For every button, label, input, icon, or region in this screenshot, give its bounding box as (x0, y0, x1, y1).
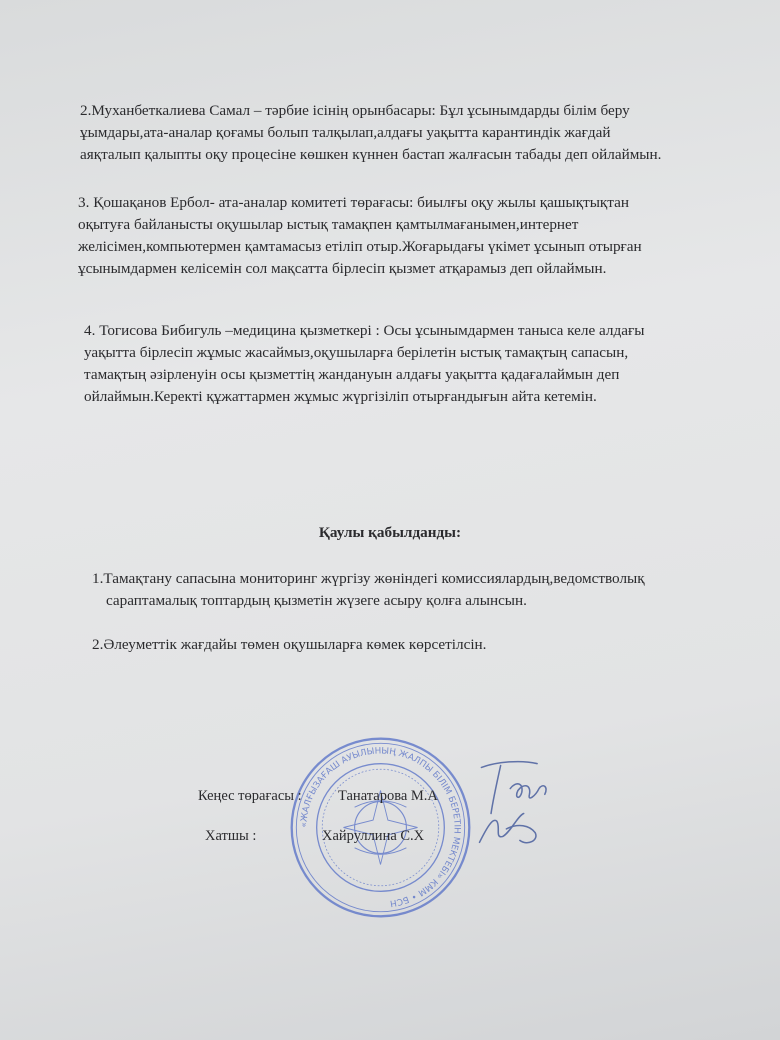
text-line: ұымдары,ата-аналар қоғамы болып талқылап,алдағы уақытта карантиндік жағдай (80, 124, 611, 141)
text-line: ұсынымдармен келісемін сол мақсатта бірлесіп қызмет атқарамыз деп ойлаймын. (78, 260, 607, 277)
text-line: уақытта бірлесіп жұмыс жасаймыз,оқушыларға берілетін ыстық тамақтың сапасын, (84, 344, 629, 361)
paragraph-parent-committee (78, 192, 642, 280)
text-line: желісімен,компьютермен қамтамасыз етіліп отыр.Жоғарыдағы үкімет ұсынып отырған (78, 238, 642, 255)
text-line: 2.Әлеуметтік жағдайы төмен оқушыларға көмек көрсетілсін. (92, 636, 487, 653)
text-line: ойлаймын.Керекті құжаттармен жұмыс жүргізіліп отырғандығын айта кетемін. (84, 388, 597, 405)
text-line: 3. Қошақанов Ербол- ата-аналар комитеті төрағасы: биылғы оқу жылы қашықтықтан (78, 194, 629, 211)
chair-label: Кеңес төрағасы : (198, 788, 302, 804)
seal-text: «ЖАЛҒЫЗАҒАШ АУЫЛЫНЫҢ ЖАЛПЫ БІЛІМ БЕРЕТІН МЕКТЕБІ» КММ • БСН (299, 746, 462, 908)
text-line: оқытуға байланысты оқушылар ыстық тамақпен қамтылмағанымен,интернет (78, 216, 579, 233)
resolution-item-2 (92, 634, 486, 656)
secretary-name: Хайруллина С.Х (322, 828, 425, 844)
handwritten-signature (468, 752, 564, 852)
text-line: аяқталып қалыпты оқу процесіне көшкен күннен бастап жалғасын табады деп ойлаймын. (80, 146, 662, 163)
resolution-item-1 (92, 568, 645, 612)
text-line: 2.Муханбеткалиева Самал – тәрбие ісінің орынбасары: Бұл ұсынымдарды білім беру (80, 102, 630, 119)
text-line: 1.Тамақтану сапасына мониторинг жүргізу жөніндегі комиссиялардың,ведомстволық (92, 570, 645, 587)
resolution-title: Қаулы қабылданды: (318, 524, 462, 541)
paragraph-medical-worker (84, 320, 644, 408)
text-line: сараптамалық топтардың қызметін жүзеге асыру қолға алынсын. (106, 592, 527, 609)
paragraph-deputy-director (80, 100, 661, 166)
secretary-label: Хатшы : (205, 828, 257, 844)
text-line: тамақтың әзірленуін осы қызметтің жандануын алдағы уақытта қадағалаймын деп (84, 366, 620, 383)
chair-name: Танатарова М.А (338, 788, 438, 804)
text-line: 4. Тогисова Бибигуль –медицина қызметкері : Осы ұсынымдармен таныса келе алдағы (84, 322, 645, 339)
